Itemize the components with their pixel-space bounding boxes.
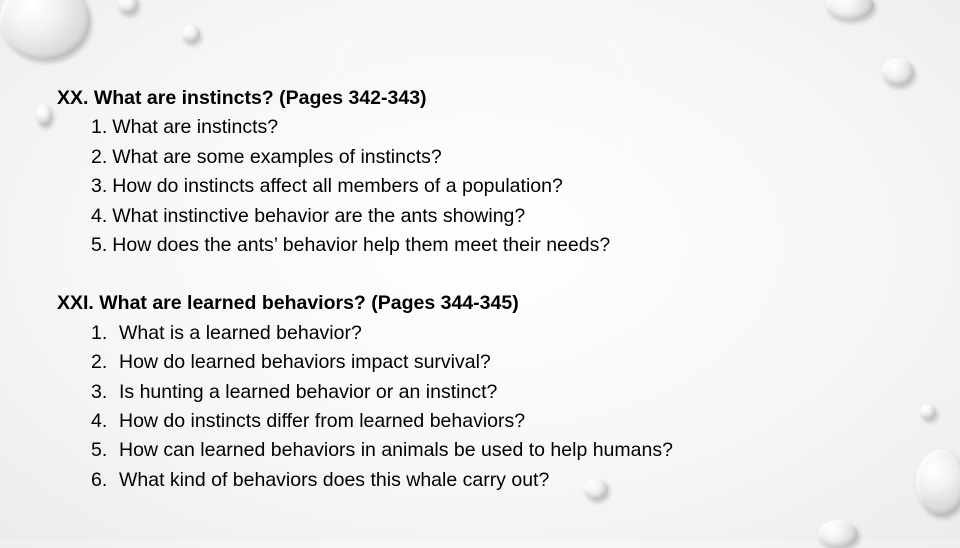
item-text: How do instincts affect all members of a population? xyxy=(112,175,563,198)
water-droplet-icon xyxy=(118,0,138,14)
section-learned-behaviors xyxy=(57,289,917,495)
item-number: 4. xyxy=(91,204,108,227)
water-droplet-icon xyxy=(920,404,936,420)
item-number: 5. xyxy=(91,234,108,257)
water-droplet-icon xyxy=(36,104,52,126)
water-droplet-icon xyxy=(882,58,914,86)
item-text: Is hunting a learned behavior or an instinct? xyxy=(119,380,498,403)
section-heading: XX. What are instincts? (Pages 342-343) xyxy=(57,87,427,109)
item-number: 4. xyxy=(91,410,108,433)
slide-content xyxy=(57,84,917,495)
item-text: How can learned behaviors in animals be used to help humans? xyxy=(119,439,673,462)
item-number: 1. xyxy=(91,321,108,344)
section-spacer xyxy=(57,260,917,289)
item-number: 6. xyxy=(91,468,108,491)
item-number: 2. xyxy=(91,145,108,168)
list-item xyxy=(57,407,917,436)
list-item xyxy=(57,172,917,201)
list-item xyxy=(57,348,917,377)
item-text: What is a learned behavior? xyxy=(119,321,362,344)
water-droplet-icon xyxy=(826,0,874,20)
item-number: 2. xyxy=(91,351,108,374)
item-text: What are instincts? xyxy=(112,116,279,139)
item-text: How does the ants’ behavior help them meet their needs? xyxy=(112,234,611,257)
item-number: 1. xyxy=(91,116,108,139)
item-text: What are some examples of instincts? xyxy=(112,145,442,168)
list-item xyxy=(57,319,917,348)
item-number: 3. xyxy=(91,175,108,198)
item-text: What instinctive behavior are the ants showing? xyxy=(112,204,526,227)
water-droplet-icon xyxy=(0,0,90,60)
list-item xyxy=(57,113,917,142)
item-number: 3. xyxy=(91,380,108,403)
list-item xyxy=(57,378,917,407)
section-heading: XXI. What are learned behaviors? (Pages 344-345) xyxy=(57,292,519,315)
list-item xyxy=(57,143,917,172)
water-droplet-icon xyxy=(818,520,858,548)
water-droplet-icon xyxy=(182,25,200,43)
item-number: 5. xyxy=(91,439,108,462)
water-droplet-icon xyxy=(916,450,960,516)
item-text: How do instincts differ from learned behaviors? xyxy=(119,410,526,433)
item-text: What kind of behaviors does this whale carry out? xyxy=(119,468,550,491)
list-item xyxy=(57,202,917,231)
list-item xyxy=(57,231,917,260)
list-item xyxy=(57,436,917,465)
section-instincts xyxy=(57,84,917,260)
list-item xyxy=(57,466,917,495)
item-text: How do learned behaviors impact survival? xyxy=(119,351,491,374)
